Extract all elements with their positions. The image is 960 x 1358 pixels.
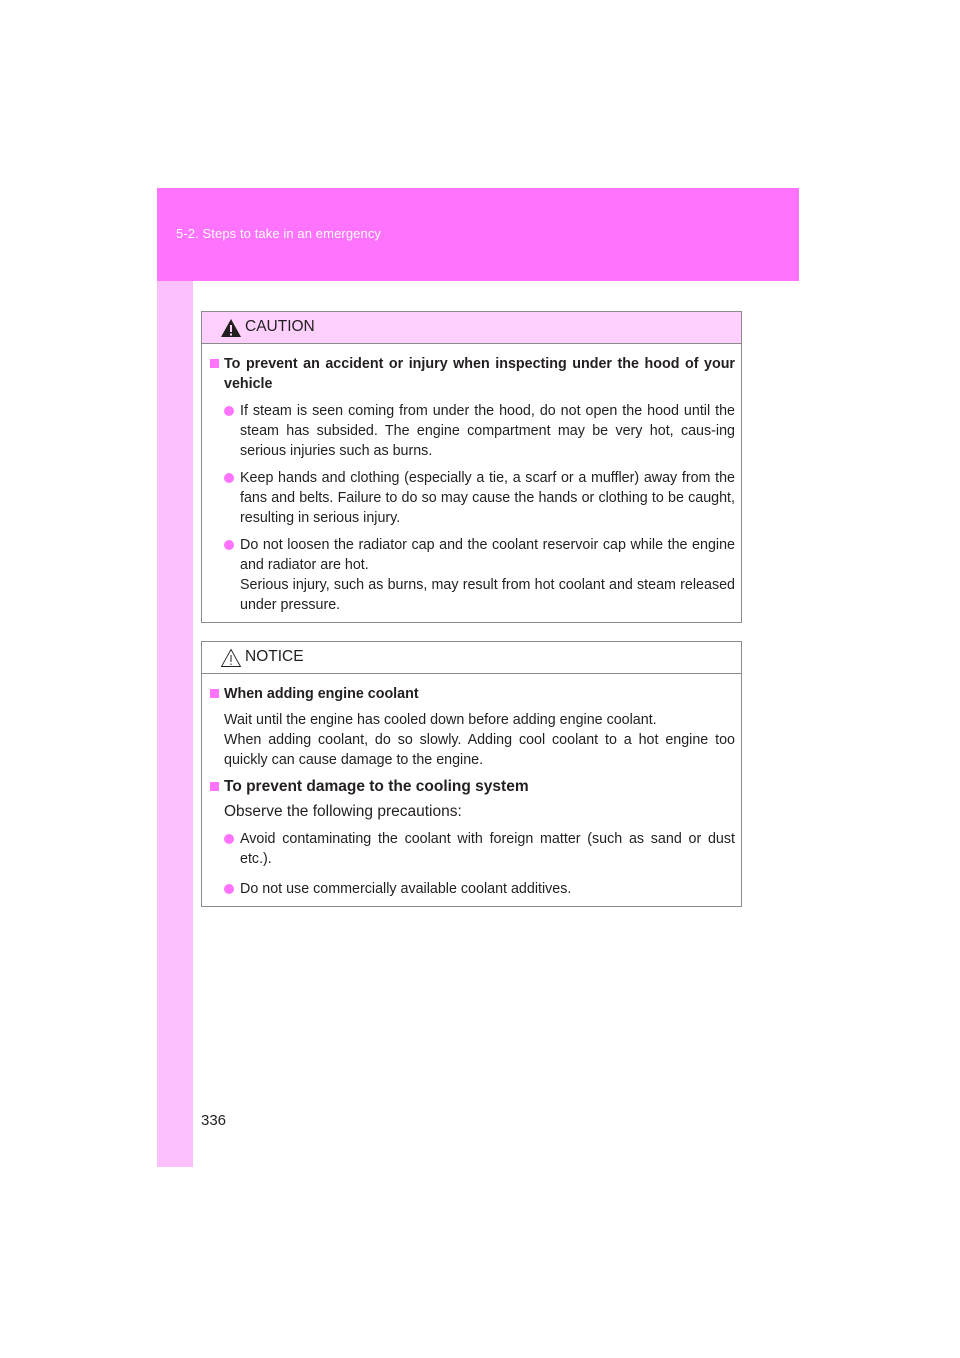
warning-triangle-outline-icon [220, 648, 242, 668]
round-bullet-icon [224, 540, 234, 550]
notice-header [202, 642, 741, 674]
square-bullet-icon [210, 359, 219, 368]
notice-box [201, 641, 742, 907]
notice-section-title: When adding engine coolant [210, 684, 735, 704]
square-bullet-icon [210, 782, 219, 791]
round-bullet-icon [224, 884, 234, 894]
caution-content [202, 344, 741, 615]
square-bullet-icon [210, 689, 219, 698]
caution-section-title: To prevent an accident or injury when inspecting under the hood of your vehicle [210, 354, 735, 394]
notice-title: NOTICE [245, 648, 304, 665]
caution-bullet: Keep hands and clothing (especially a tie, a scarf or a muffler) away from the fans and belts. Failure to do so may cause the hands or clothing to be caught, resulting in serious injury. [210, 468, 735, 528]
round-bullet-icon [224, 473, 234, 483]
caution-bullet: Do not loosen the radiator cap and the coolant reservoir cap while the engine and radiator are hot. Serious injury, such as burns, may result from hot coolant and steam released under pressure. [210, 535, 735, 615]
notice-paragraph: Wait until the engine has cooled down before adding engine coolant. When adding coolant, do so slowly. Adding cool coolant to a hot engine too quickly can cause damage to the engine. [224, 712, 735, 768]
section-header: 5-2. Steps to take in an emergency [176, 226, 382, 241]
round-bullet-icon [224, 834, 234, 844]
notice-section-title: To prevent damage to the cooling system [210, 777, 735, 797]
page-number: 336 [201, 1112, 227, 1129]
round-bullet-icon [224, 406, 234, 416]
caution-box [201, 311, 742, 623]
warning-triangle-filled-icon [220, 318, 242, 338]
notice-bullet: Do not use commercially available coolant additives. [210, 879, 735, 899]
caution-title: CAUTION [245, 318, 315, 335]
side-strip [157, 188, 193, 1167]
notice-intro: Observe the following precautions: [224, 803, 462, 820]
caution-header [202, 312, 741, 344]
notice-bullet: Avoid contaminating the coolant with foreign matter (such as sand or dust etc.). [210, 829, 735, 869]
notice-content [202, 674, 741, 899]
caution-bullet: If steam is seen coming from under the hood, do not open the hood until the steam has subsided. The engine compartment may be very hot, caus-ing serious injuries such as burns. [210, 401, 735, 461]
